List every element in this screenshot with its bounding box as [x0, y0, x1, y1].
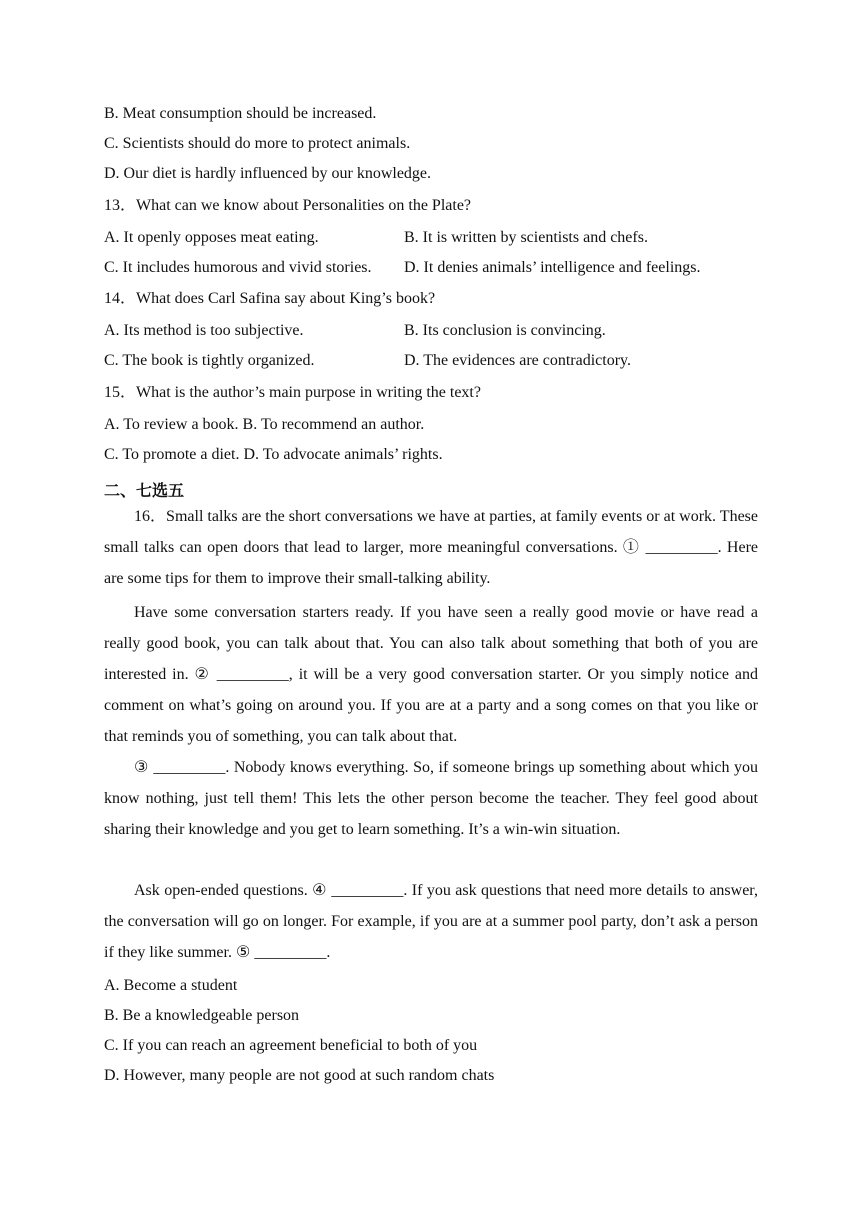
choice-c: C. If you can reach an agreement beneficial to both of you: [104, 1037, 478, 1054]
q14-stem: 14．What does Carl Safina say about King’s book?: [104, 290, 436, 307]
q14-option-d: D. The evidences are contradictory.: [404, 352, 632, 369]
choice-a: A. Become a student: [104, 977, 238, 994]
passage-paragraph-2: Have some conversation starters ready. If you have seen a really good movie or have read a really good book, you can talk about that. You can also talk about something that both of you are interested in. ② _________, it will be a very good conversation starter. Or you simply notice and comment on what’s going on around you. If you are at a party and a song comes on that you like or that reminds you of something, you can talk about that.: [104, 604, 758, 745]
q12-option-c: C. Scientists should do more to protect animals.: [104, 135, 411, 152]
q13-option-b: B. It is written by scientists and chefs.: [404, 229, 648, 246]
q15-options-ab: A. To review a book. B. To recommend an author.: [104, 416, 425, 433]
choice-b: B. Be a knowledgeable person: [104, 1007, 300, 1024]
q15-options-cd: C. To promote a diet. D. To advocate animals’ rights.: [104, 446, 443, 463]
passage-paragraph-4: Ask open-ended questions. ④ _________. If you ask questions that need more details to answer, the conversation will go on longer. For example, if you are at a summer pool party, don’t ask a person if they like summer. ⑤ _________.: [104, 882, 758, 961]
q13-option-a: A. It openly opposes meat eating.: [104, 229, 319, 246]
q14-option-b: B. Its conclusion is convincing.: [404, 322, 606, 339]
q13-option-d: D. It denies animals’ intelligence and feelings.: [404, 259, 701, 276]
q13-option-c: C. It includes humorous and vivid stories.: [104, 259, 372, 276]
q12-option-d: D. Our diet is hardly influenced by our knowledge.: [104, 165, 432, 182]
q13-stem: 13．What can we know about Personalities on the Plate?: [104, 197, 472, 214]
choice-d: D. However, many people are not good at such random chats: [104, 1067, 495, 1084]
section-title: 二、七选五: [104, 481, 185, 500]
passage-paragraph-3: ③ _________. Nobody knows everything. So, if someone brings up something about which you know nothing, just tell them! This lets the other person become the teacher. They feel good about sharing their knowledge and you get to learn something. It’s a win-win situation.: [104, 759, 758, 838]
q14-option-c: C. The book is tightly organized.: [104, 352, 315, 369]
q15-stem: 15．What is the author’s main purpose in writing the text?: [104, 384, 481, 401]
passage-paragraph-1: 16．Small talks are the short conversations we have at parties, at family events or at work. These small talks can open doors that lead to larger, more meaningful conversations. ① _________. Here are some tips for them to improve their small-talking ability.: [104, 508, 758, 587]
q14-option-a: A. Its method is too subjective.: [104, 322, 304, 339]
q12-option-b: B. Meat consumption should be increased.: [104, 105, 377, 122]
